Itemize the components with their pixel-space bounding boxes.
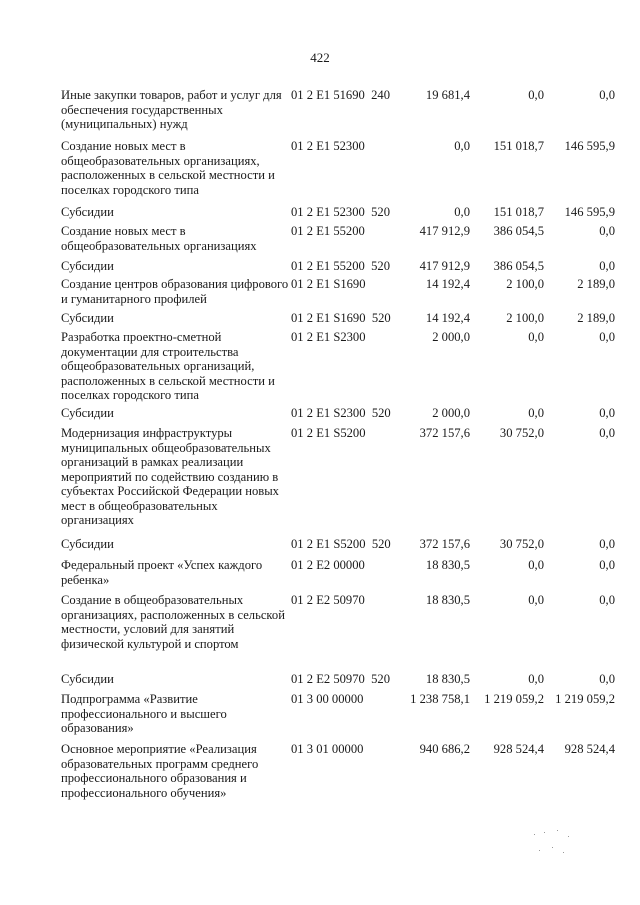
- row-code: 01 2 E1 S5200 520: [291, 537, 391, 551]
- row-value-3: 146 595,9: [564, 205, 615, 219]
- row-code: 01 2 E2 50970 520: [291, 672, 390, 686]
- row-name: Модернизация инфраструктуры муниципальных общеобразовательных организаций в рамках реализации мероприятий по содействию созданию в субъектах Российской Федерации новых мест в общеобразовательных организациях: [61, 426, 279, 527]
- row-name: Разработка проектно-сметной документации для строительства общеобразовательных организаций, расположенных в сельской местности и поселках городского типа: [61, 330, 275, 402]
- row-name: Подпрограмма «Развитие профессионального и высшего образования»: [61, 692, 227, 735]
- row-value-3: 2 189,0: [577, 277, 615, 291]
- row-value-3: 0,0: [599, 537, 615, 551]
- row-value-2: 0,0: [528, 593, 544, 607]
- row-value-1: 18 830,5: [425, 558, 470, 572]
- row-name: Субсидии: [61, 205, 114, 219]
- row-name: Создание новых мест в общеобразовательных организациях, расположенных в сельской местности и поселках городского типа: [61, 139, 275, 197]
- row-name: Субсидии: [61, 406, 114, 420]
- row-value-1: 1 238 758,1: [410, 692, 470, 706]
- row-value-3: 0,0: [599, 224, 615, 238]
- row-code: 01 3 00 00000: [291, 692, 364, 706]
- row-code: 01 2 E1 S2300 520: [291, 406, 391, 420]
- row-value-2: 386 054,5: [493, 224, 544, 238]
- row-name: Создание новых мест в общеобразовательных организациях: [61, 224, 257, 253]
- row-value-1: 2 000,0: [432, 406, 470, 420]
- row-value-3: 0,0: [599, 330, 615, 344]
- row-value-1: 18 830,5: [425, 593, 470, 607]
- row-code: 01 2 E1 55200: [291, 224, 365, 238]
- row-name: Субсидии: [61, 672, 114, 686]
- row-value-1: 19 681,4: [425, 88, 470, 102]
- row-value-2: 0,0: [528, 406, 544, 420]
- page-number: 422: [310, 50, 330, 65]
- row-code: 01 2 E1 S1690: [291, 277, 366, 291]
- row-value-2: 0,0: [528, 672, 544, 686]
- row-value-3: 0,0: [599, 406, 615, 420]
- row-value-2: 151 018,7: [493, 139, 544, 153]
- row-value-2: 0,0: [528, 330, 544, 344]
- row-code: 01 3 01 00000: [291, 742, 364, 756]
- row-value-3: 928 524,4: [564, 742, 615, 756]
- row-value-1: 0,0: [454, 205, 470, 219]
- row-code: 01 2 E1 51690 240: [291, 88, 390, 102]
- row-value-3: 0,0: [599, 672, 615, 686]
- row-value-2: 0,0: [528, 558, 544, 572]
- scan-specks: [530, 828, 590, 858]
- row-code: 01 2 E2 50970: [291, 593, 365, 607]
- row-code: 01 2 E1 S5200: [291, 426, 366, 440]
- row-value-3: 2 189,0: [577, 311, 615, 325]
- row-name: Основное мероприятие «Реализация образовательных программ среднего профессионального образования и профессионального обучения»: [61, 742, 259, 800]
- row-value-3: 0,0: [599, 593, 615, 607]
- row-name: Субсидии: [61, 537, 114, 551]
- row-value-1: 417 912,9: [419, 224, 470, 238]
- row-value-1: 14 192,4: [425, 277, 470, 291]
- row-code: 01 2 E1 S2300: [291, 330, 366, 344]
- row-value-2: 2 100,0: [506, 311, 544, 325]
- row-value-1: 18 830,5: [425, 672, 470, 686]
- row-code: 01 2 E1 52300 520: [291, 205, 390, 219]
- row-name: Субсидии: [61, 259, 114, 273]
- row-code: 01 2 E1 52300: [291, 139, 365, 153]
- row-name: Создание в общеобразовательных организациях, расположенных в сельской местности, условий для занятий физической культурой и спортом: [61, 593, 285, 651]
- row-code: 01 2 E2 00000: [291, 558, 365, 572]
- row-value-2: 386 054,5: [493, 259, 544, 273]
- row-value-3: 0,0: [599, 88, 615, 102]
- row-value-2: 1 219 059,2: [484, 692, 544, 706]
- row-value-2: 151 018,7: [493, 205, 544, 219]
- row-value-1: 14 192,4: [425, 311, 470, 325]
- row-value-2: 30 752,0: [499, 537, 544, 551]
- row-value-3: 0,0: [599, 426, 615, 440]
- row-value-1: 940 686,2: [419, 742, 470, 756]
- row-value-3: 146 595,9: [564, 139, 615, 153]
- row-name: Иные закупки товаров, работ и услуг для обеспечения государственных (муниципальных) нужд: [61, 88, 282, 131]
- row-value-1: 2 000,0: [432, 330, 470, 344]
- row-value-1: 372 157,6: [419, 537, 470, 551]
- row-code: 01 2 E1 55200 520: [291, 259, 390, 273]
- row-value-2: 2 100,0: [506, 277, 544, 291]
- row-value-1: 372 157,6: [419, 426, 470, 440]
- row-value-2: 30 752,0: [499, 426, 544, 440]
- row-name: Субсидии: [61, 311, 114, 325]
- row-value-3: 0,0: [599, 259, 615, 273]
- row-value-3: 0,0: [599, 558, 615, 572]
- row-value-1: 0,0: [454, 139, 470, 153]
- row-value-3: 1 219 059,2: [555, 692, 615, 706]
- row-code: 01 2 E1 S1690 520: [291, 311, 391, 325]
- row-value-2: 0,0: [528, 88, 544, 102]
- row-name: Федеральный проект «Успех каждого ребенка»: [61, 558, 263, 587]
- row-value-2: 928 524,4: [493, 742, 544, 756]
- row-value-1: 417 912,9: [419, 259, 470, 273]
- row-name: Создание центров образования цифрового и гуманитарного профилей: [61, 277, 289, 306]
